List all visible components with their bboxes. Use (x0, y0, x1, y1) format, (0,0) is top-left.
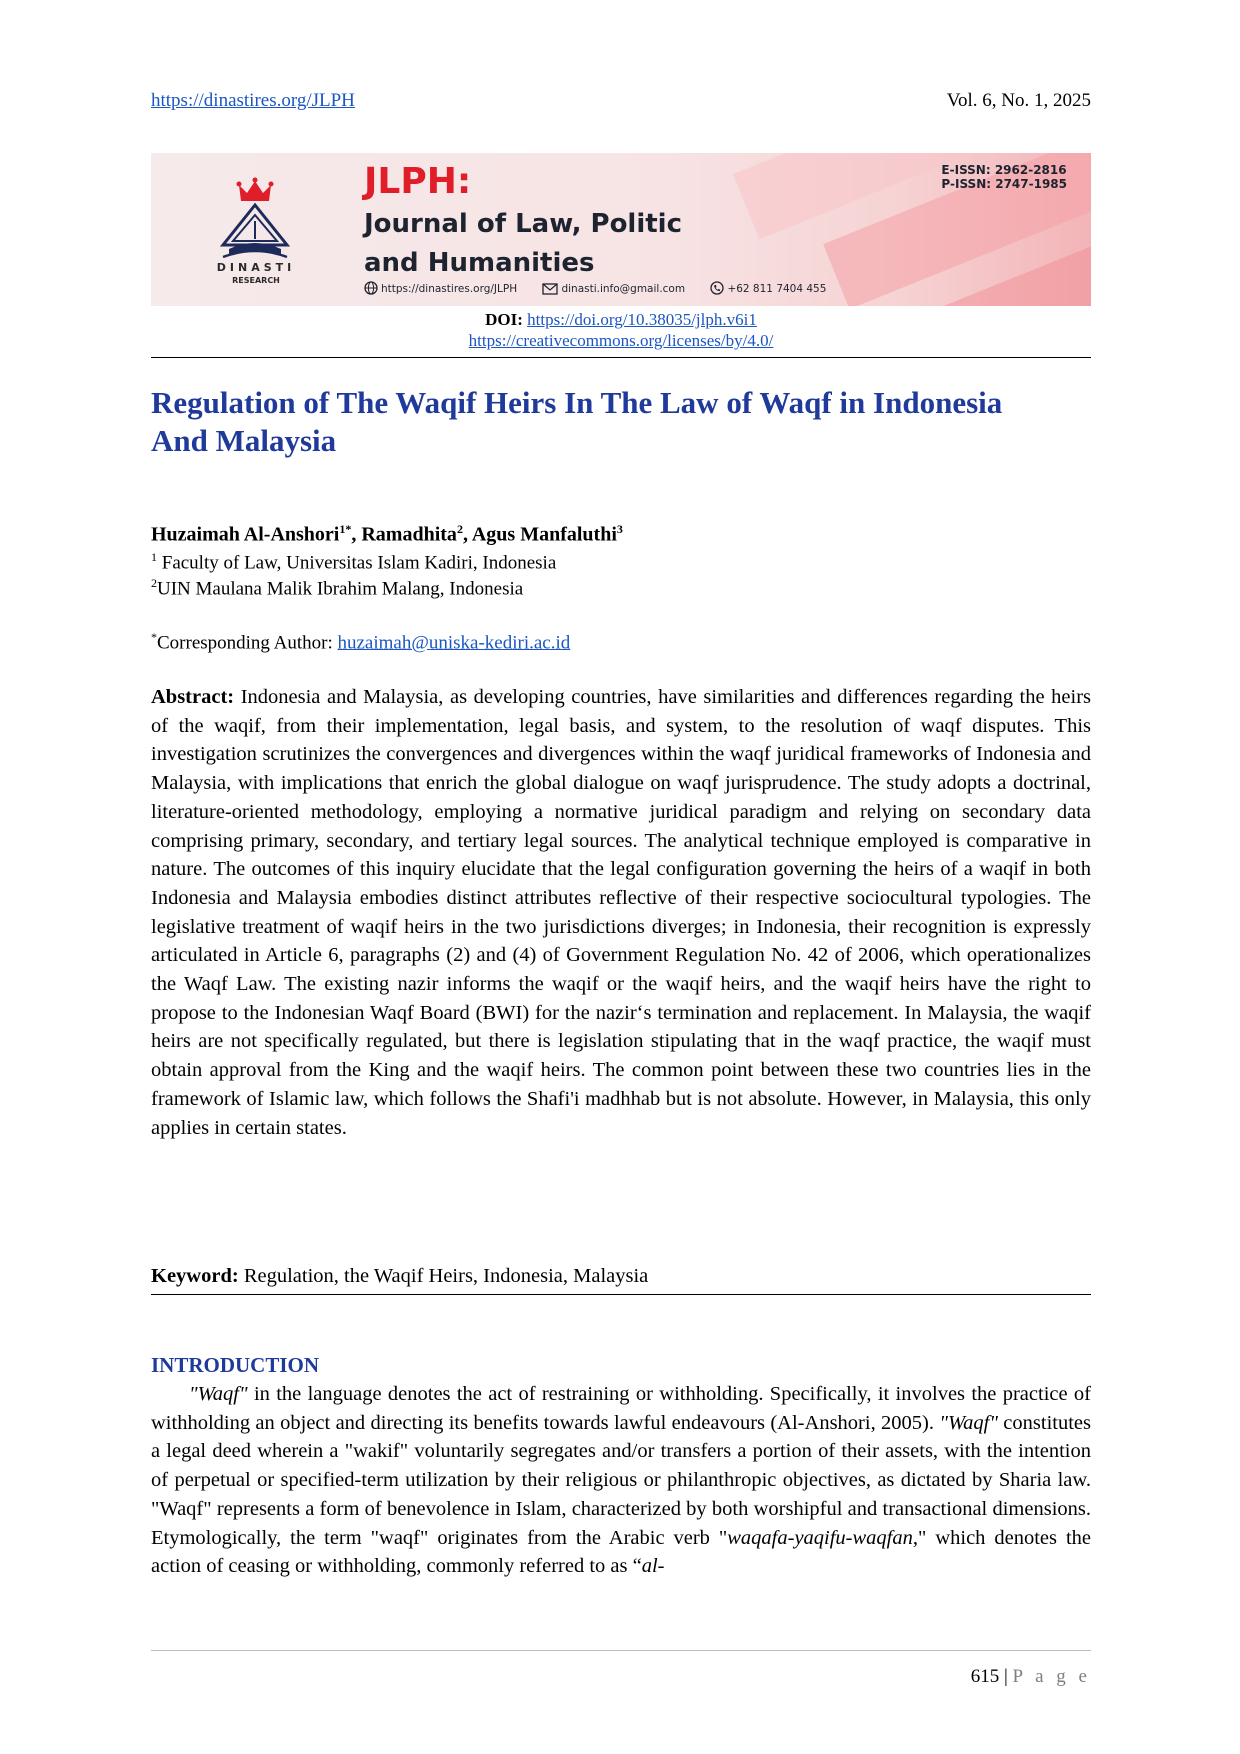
journal-url-link[interactable]: https://dinastires.org/JLPH (151, 90, 355, 111)
text-run: in the language denotes the act of restraining or withholding. Specifically, it involves the practice of withholding an object and directing its benefits towards lawful endeavours (Al-Anshori, 2005). (151, 1383, 1091, 1434)
keywords (151, 1265, 648, 1288)
contact-website-text: https://dinastires.org/JLPH (381, 283, 518, 295)
doi-label: DOI: (485, 310, 523, 329)
author-list (151, 522, 623, 547)
author-name: Ramadhita (361, 523, 457, 546)
section-heading: INTRODUCTION (151, 1353, 320, 1377)
italic-term: "Waqf" (189, 1383, 248, 1405)
issn-block (941, 163, 1067, 191)
page-number-value: 615 (970, 1666, 1000, 1687)
corresponding-label: Corresponding Author: (157, 632, 338, 654)
journal-banner (151, 153, 1091, 306)
author-affiliation-mark: 3 (616, 522, 623, 536)
publisher-sub: RESEARCH (232, 276, 280, 285)
abstract-label: Abstract: (151, 686, 235, 708)
italic-term: "Waqf" (939, 1411, 998, 1434)
paragraph (151, 1380, 1091, 1581)
doi-link[interactable]: https://doi.org/10.38035/jlph.v6i1 (527, 310, 757, 329)
affiliation-mark: 2 (151, 576, 157, 590)
author-separator: , (351, 523, 362, 546)
italic-term: waqafa-yaqifu-waqfan (727, 1526, 913, 1549)
journal-title (364, 205, 682, 283)
paper-title-line: And Malaysia (151, 423, 337, 458)
abstract (151, 683, 1091, 1142)
keyword-text: Regulation, the Waqif Heirs, Indonesia, Malaysia (243, 1265, 649, 1287)
page-number-separator: | (999, 1666, 1013, 1687)
phone-icon (710, 281, 724, 295)
text-run: ," which denotes the action of ceasing or withholding, commonly referred to as “ (151, 1526, 1091, 1578)
italic-term: al- (641, 1555, 665, 1578)
globe-icon (364, 281, 378, 295)
contact-email (542, 283, 688, 295)
mail-icon (542, 283, 558, 295)
affiliation-mark: 1 (151, 550, 157, 564)
journal-title-line: and Humanities (364, 248, 595, 278)
author-name: Huzaimah Al-Anshori (151, 523, 340, 546)
introduction-text (151, 1380, 1091, 1581)
affiliation (151, 576, 523, 600)
paper-title-line: Regulation of The Waqif Heirs In The Law of Waqf in Indonesia (151, 385, 1003, 420)
page-number (971, 1666, 1091, 1688)
contact-email-text: dinasti.info@gmail.com (561, 283, 686, 295)
affiliation (151, 550, 556, 574)
author-name: Agus Manfaluthi (471, 523, 617, 546)
keyword-divider (151, 1294, 1091, 1295)
corresponding-mark: * (151, 630, 157, 644)
affiliation-text: Faculty of Law, Universitas Islam Kadiri, Indonesia (161, 552, 557, 574)
eissn: E-ISSN: 2962-2816 (941, 163, 1067, 177)
doi-block (151, 309, 1091, 351)
contact-phone (710, 283, 826, 295)
footer-divider (151, 1650, 1091, 1651)
license-link[interactable]: https://creativecommons.org/licenses/by/4.0/ (468, 331, 774, 350)
text-run: constitutes a legal deed wherein a "wakif" voluntarily segregates and/or transfers a portion of their assets, with the intention of perpetual or specified-term utilization by their religious or philanthropic objectives, as dictated by Sharia law. "Waqf" represents a form of benevolence in Islam, characterized by both worshipful and transactional dimensions. Etymologically, the term "waqf" originates from the Arabic verb " (151, 1411, 1091, 1549)
author-affiliation-mark: 1* (339, 522, 352, 536)
author-separator: , (462, 523, 472, 546)
pissn: P-ISSN: 2747-1985 (941, 177, 1067, 191)
author-affiliation-mark: 2 (456, 522, 463, 536)
corresponding-email-link[interactable]: huzaimah@uniska-kediri.ac.id (337, 632, 571, 654)
page-label: P a g e (1012, 1666, 1091, 1687)
abstract-text: Indonesia and Malaysia, as developing countries, have similarities and differences regarding the heirs of the waqif, from their implementation, legal basis, and system, to the resolution of waqf disputes. This investigation scrutinizes the convergences and divergences within the waqf juridical frameworks of Indonesia and Malaysia, with implications that enrich the global dialogue on waqf jurisprudence. The study adopts a doctrinal, literature-oriented methodology, employing a normative juridical paradigm and relying on secondary data comprising primary, secondary, and tertiary legal sources. The analytical technique employed is comparative in nature. The outcomes of this inquiry elucidate that the legal configuration governing the heirs of a waqif in both Indonesia and Malaysia embodies distinct attributes reflective of their respective sociocultural typologies. The legislative treatment of waqif heirs in the two jurisdictions diverges; in Indonesia, their recognition is expressly articulated in Article 6, paragraphs (2) and (4) of Government Regulation No. 42 of 2006, which operationalizes the Waqf Law. The existing nazir informs the waqif or the waqif heirs, and the waqif heirs have the right to propose to the Indonesian Waqf Board (BWI) for the nazir‘s termination and replacement. In Malaysia, the waqif heirs are not specifically regulated, but there is legislation stipulating that in the waqf practice, the waqif must obtain approval from the King and the waqif heirs. The common point between these two countries lies in the framework of Islamic law, which follows the Shafi'i madhhab but is not absolute. However, in Malaysia, this only applies in certain states. (151, 686, 1092, 1139)
paper-title (151, 384, 1111, 460)
publisher-name: DINASTI (216, 261, 296, 274)
keyword-label: Keyword: (151, 1265, 239, 1287)
header-divider (151, 357, 1091, 358)
contact-phone-text: +62 811 7404 455 (727, 283, 827, 295)
journal-title-line: Journal of Law, Politic (364, 209, 683, 239)
contact-website (364, 283, 520, 295)
journal-abbreviation: JLPH: (364, 161, 472, 202)
affiliation-text: UIN Maulana Malik Ibrahim Malang, Indonesia (157, 578, 524, 600)
corresponding-author (151, 630, 570, 654)
banner-contacts (364, 281, 848, 295)
volume-info: Vol. 6, No. 1, 2025 (946, 90, 1091, 111)
